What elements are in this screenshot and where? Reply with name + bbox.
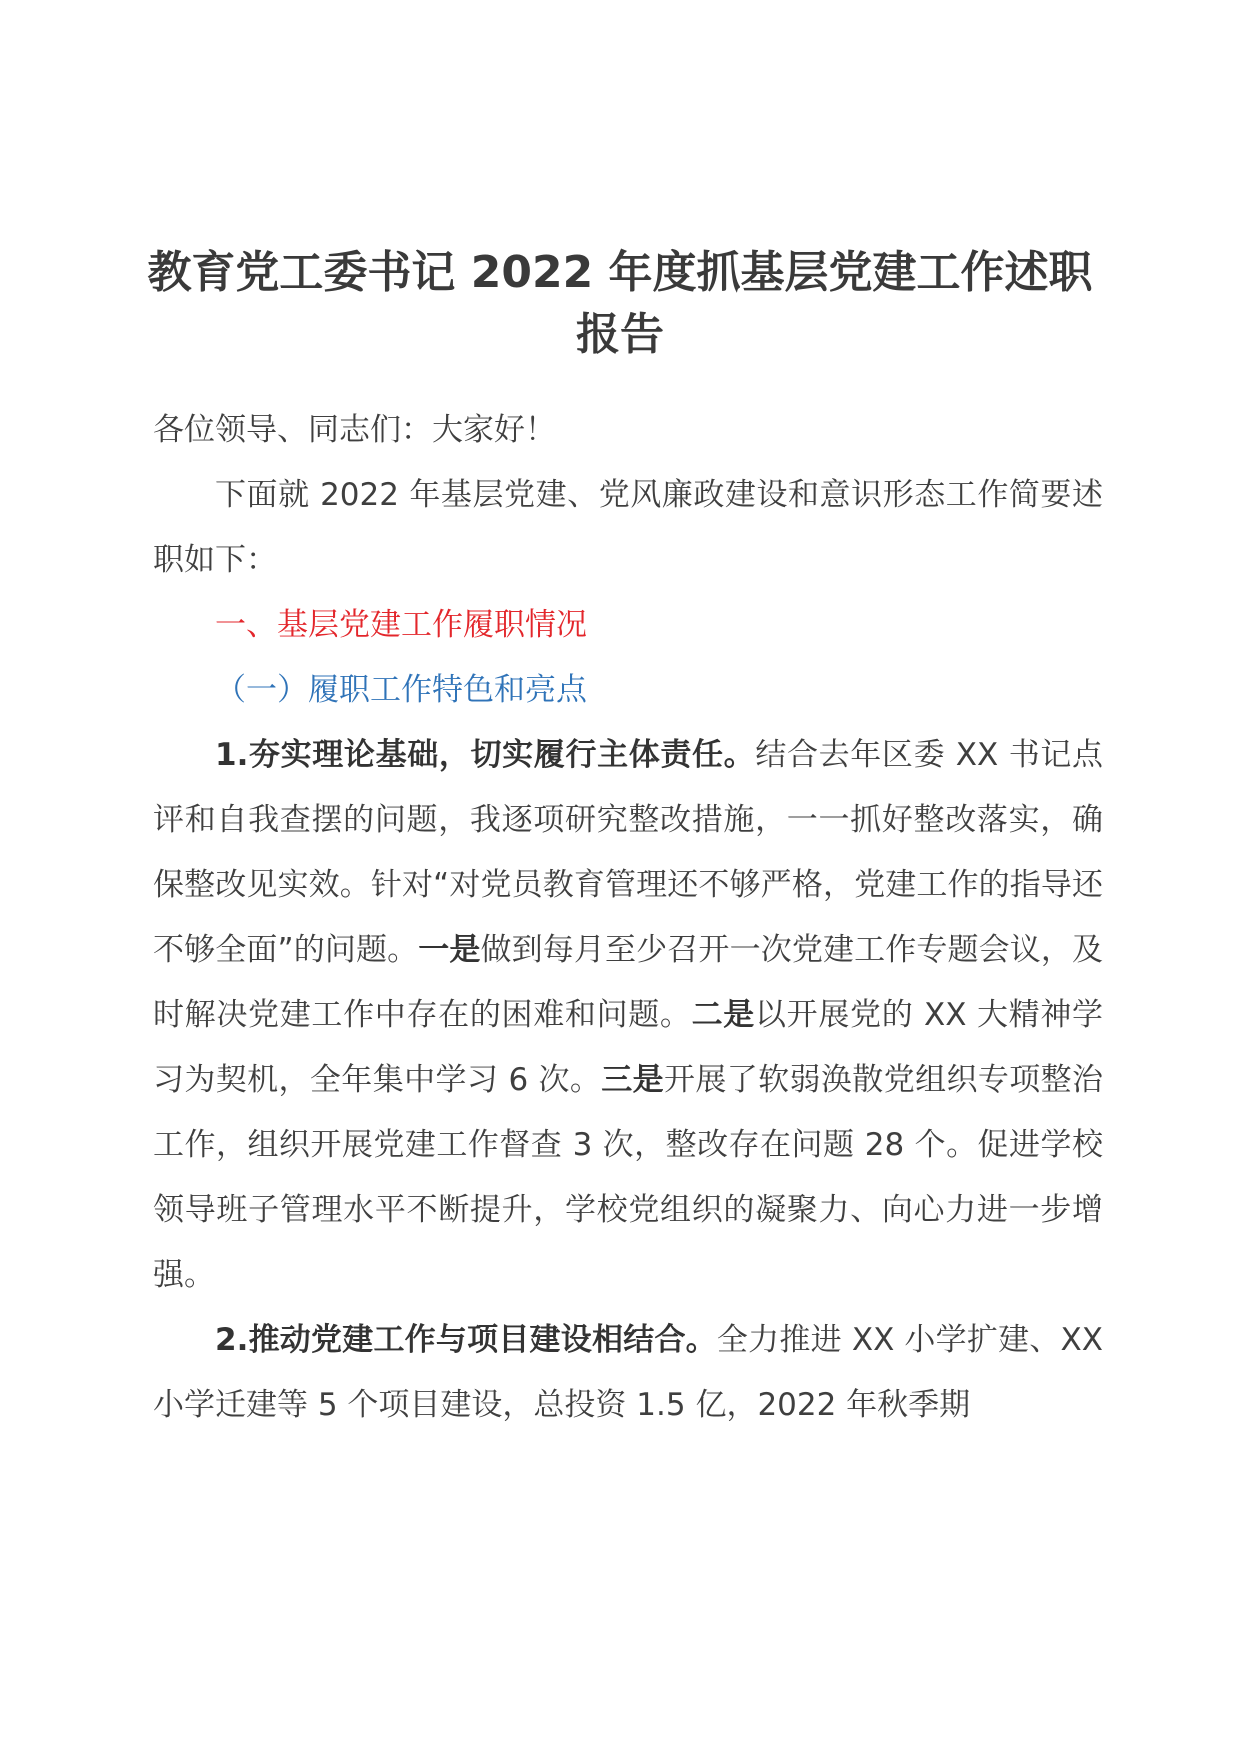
item-2-paragraph xyxy=(153,1308,1103,1438)
item-1-lead: 1.夯实理论基础，切实履行主体责任。 xyxy=(215,737,756,773)
greeting-paragraph: 各位领导、同志们：大家好！ xyxy=(153,412,556,448)
intro-paragraph: 下面就 2022 年基层党建、党风廉政建设和意识形态工作简要述职如下： xyxy=(153,477,1103,578)
item-1-paragraph xyxy=(153,723,1103,1308)
item-1-text-a: 结合去年区委 XX 书记点评和自我查摆的问题，我逐项研究整改措施，一一抓好整改落实，确保整改见实效。针对“对党员教育管理还不够严格，党建工作的指导还不够全面”的问题。 xyxy=(153,737,1103,968)
document-body xyxy=(153,398,1103,1438)
item-1-text-b: 做到每月至少召开一次党建工作专题会议，及时解决党建工作中存在的困难和问题。 xyxy=(153,932,1104,1033)
item-1-mark-1: 一是 xyxy=(418,932,481,968)
subsection-heading-1: （一）履职工作特色和亮点 xyxy=(215,672,587,708)
document-title: 教育党工委书记 2022 年度抓基层党建工作述职报告 xyxy=(147,247,1093,360)
item-2-text: 全力推进 XX 小学扩建、XX 小学迁建等 5 个项目建设，总投资 1.5 亿，2022 年秋季期 xyxy=(153,1322,1103,1423)
section-heading-1: 一、基层党建工作履职情况 xyxy=(215,607,587,643)
item-1-mark-2: 二是 xyxy=(691,997,755,1033)
item-2-lead: 2.推动党建工作与项目建设相结合。 xyxy=(215,1322,717,1358)
item-1-mark-3: 三是 xyxy=(601,1062,664,1098)
item-1-text-c: 以开展党的 XX 大精神学习为契机，全年集中学习 6 次。 xyxy=(153,997,1104,1098)
item-1-text-d: 开展了软弱涣散党组织专项整治工作，组织开展党建工作督查 3 次，整改存在问题 28 个。促进学校领导班子管理水平不断提升，学校党组织的凝聚力、向心力进一步增强。 xyxy=(153,1062,1104,1293)
